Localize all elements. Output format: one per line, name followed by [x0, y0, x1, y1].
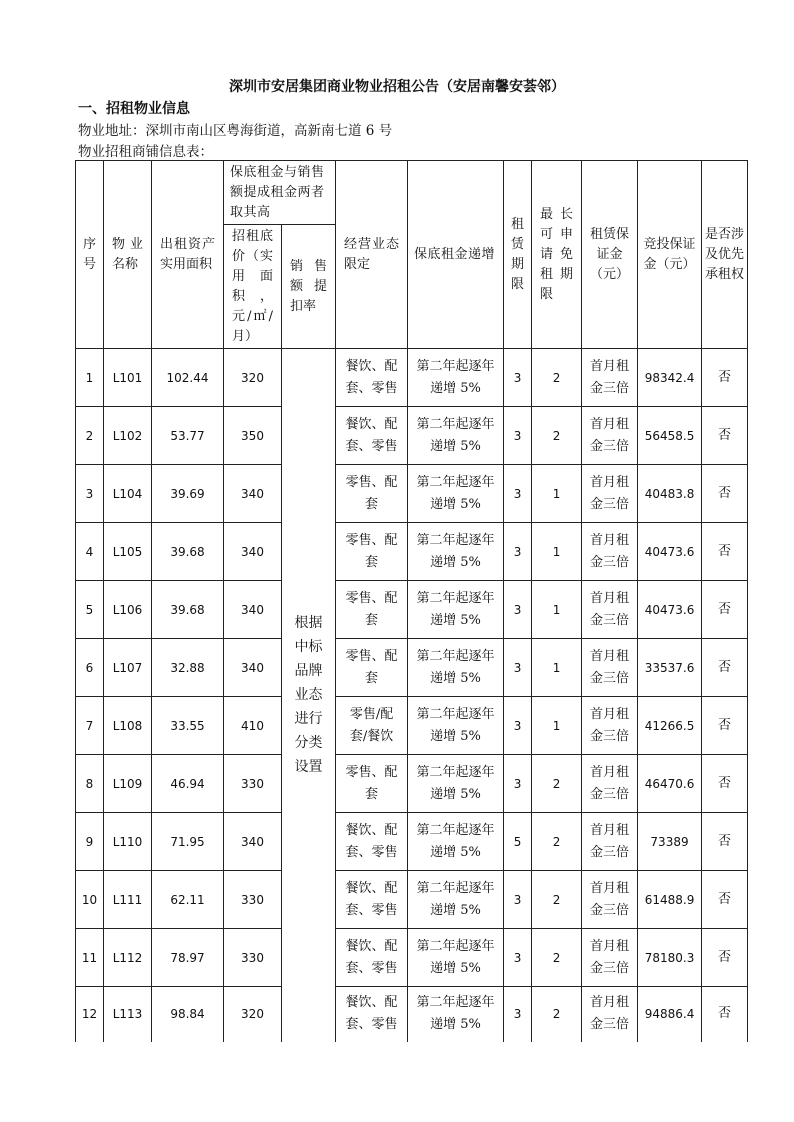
table-row: [76, 581, 748, 639]
cell-bid-deposit: 78180.3: [638, 929, 702, 987]
shop-rental-table: [75, 160, 748, 1042]
header-priority: 是否涉及优先承租权: [702, 161, 748, 349]
cell-deposit: 首月租金三倍: [582, 697, 638, 755]
cell-deposit: 首月租金三倍: [582, 407, 638, 465]
cell-deposit: 首月租金三倍: [582, 871, 638, 929]
cell-seq: 5: [76, 581, 104, 639]
cell-price: 340: [224, 813, 282, 871]
cell-price: 340: [224, 581, 282, 639]
cell-deposit: 首月租金三倍: [582, 349, 638, 407]
cell-bid-deposit: 40483.8: [638, 465, 702, 523]
cell-priority: 否: [702, 639, 748, 697]
cell-priority: 否: [702, 987, 748, 1042]
cell-priority: 否: [702, 813, 748, 871]
cell-bid-deposit: 40473.6: [638, 523, 702, 581]
cell-name: L109: [104, 755, 152, 813]
cell-area: 102.44: [152, 349, 224, 407]
cell-priority: 否: [702, 407, 748, 465]
table-row: [76, 697, 748, 755]
property-address: 物业地址：深圳市南山区粤海街道，高新南七道 6 号: [78, 123, 393, 139]
cell-increase: 第二年起逐年递增 5%: [408, 871, 504, 929]
cell-name: L112: [104, 929, 152, 987]
table-row: [76, 755, 748, 813]
cell-free-period: 2: [532, 871, 582, 929]
cell-term: 3: [504, 929, 532, 987]
table-row: [76, 349, 748, 407]
cell-business: 零售、配套: [336, 639, 408, 697]
cell-name: L105: [104, 523, 152, 581]
cell-term: 3: [504, 581, 532, 639]
cell-free-period: 1: [532, 639, 582, 697]
cell-area: 32.88: [152, 639, 224, 697]
cell-price: 410: [224, 697, 282, 755]
cell-name: L108: [104, 697, 152, 755]
cell-seq: 2: [76, 407, 104, 465]
cell-priority: 否: [702, 581, 748, 639]
cell-free-period: 2: [532, 813, 582, 871]
cell-name: L106: [104, 581, 152, 639]
cell-term: 3: [504, 871, 532, 929]
cell-priority: 否: [702, 755, 748, 813]
header-bid-deposit: 竞投保证金（元）: [638, 161, 702, 349]
header-area: 出租资产实用面积: [152, 161, 224, 349]
cell-bid-deposit: 73389: [638, 813, 702, 871]
cell-bid-deposit: 40473.6: [638, 581, 702, 639]
cell-increase: 第二年起逐年递增 5%: [408, 349, 504, 407]
cell-free-period: 2: [532, 929, 582, 987]
cell-increase: 第二年起逐年递增 5%: [408, 639, 504, 697]
table-row: [76, 987, 748, 1042]
cell-term: 3: [504, 639, 532, 697]
cell-price: 340: [224, 465, 282, 523]
cell-seq: 3: [76, 465, 104, 523]
cell-bid-deposit: 94886.4: [638, 987, 702, 1042]
cell-free-period: 1: [532, 581, 582, 639]
cell-term: 3: [504, 987, 532, 1042]
cell-price: 330: [224, 929, 282, 987]
cell-deposit: 首月租金三倍: [582, 523, 638, 581]
cell-free-period: 2: [532, 987, 582, 1042]
table-row: [76, 407, 748, 465]
cell-business: 餐饮、配套、零售: [336, 407, 408, 465]
cell-priority: 否: [702, 523, 748, 581]
cell-seq: 7: [76, 697, 104, 755]
cell-business: 零售、配套: [336, 581, 408, 639]
cell-free-period: 2: [532, 407, 582, 465]
cell-increase: 第二年起逐年递增 5%: [408, 755, 504, 813]
table-body: [76, 161, 748, 1042]
cell-increase: 第二年起逐年递增 5%: [408, 523, 504, 581]
cell-free-period: 1: [532, 523, 582, 581]
cell-price: 350: [224, 407, 282, 465]
cell-deposit: 首月租金三倍: [582, 581, 638, 639]
header-deposit: 租赁保证金（元）: [582, 161, 638, 349]
section-heading: 一、招租物业信息: [78, 101, 190, 117]
header-base-price: 招租底价（实用面积，元/㎡/月）: [224, 225, 282, 349]
cell-area: 53.77: [152, 407, 224, 465]
header-increase: 保底租金递增: [408, 161, 504, 349]
cell-term: 3: [504, 755, 532, 813]
cell-increase: 第二年起逐年递增 5%: [408, 697, 504, 755]
cell-business: 零售/配套/餐饮: [336, 697, 408, 755]
cell-free-period: 2: [532, 349, 582, 407]
cell-priority: 否: [702, 929, 748, 987]
cell-bid-deposit: 98342.4: [638, 349, 702, 407]
header-commission: 销售额提扣率: [282, 225, 336, 349]
cell-name: L104: [104, 465, 152, 523]
table-caption: 物业招租商铺信息表：: [78, 144, 213, 160]
document-title: 深圳市安居集团商业物业招租公告（安居南馨安荟邻）: [229, 79, 565, 95]
cell-deposit: 首月租金三倍: [582, 465, 638, 523]
cell-area: 39.69: [152, 465, 224, 523]
cell-area: 33.55: [152, 697, 224, 755]
cell-business: 零售、配套: [336, 755, 408, 813]
table-row: [76, 639, 748, 697]
cell-term: 3: [504, 407, 532, 465]
cell-area: 78.97: [152, 929, 224, 987]
cell-area: 98.84: [152, 987, 224, 1042]
cell-increase: 第二年起逐年递增 5%: [408, 407, 504, 465]
table-row: [76, 465, 748, 523]
cell-bid-deposit: 33537.6: [638, 639, 702, 697]
cell-deposit: 首月租金三倍: [582, 987, 638, 1042]
cell-bid-deposit: 61488.9: [638, 871, 702, 929]
table-header-row: [76, 161, 748, 225]
cell-name: L102: [104, 407, 152, 465]
cell-price: 340: [224, 523, 282, 581]
table-row: [76, 929, 748, 987]
cell-deposit: 首月租金三倍: [582, 813, 638, 871]
cell-priority: 否: [702, 697, 748, 755]
cell-free-period: 1: [532, 465, 582, 523]
header-name: 物业名称: [104, 161, 152, 349]
cell-increase: 第二年起逐年递增 5%: [408, 929, 504, 987]
cell-area: 62.11: [152, 871, 224, 929]
cell-priority: 否: [702, 465, 748, 523]
cell-increase: 第二年起逐年递增 5%: [408, 581, 504, 639]
cell-price: 340: [224, 639, 282, 697]
cell-business: 餐饮、配套、零售: [336, 813, 408, 871]
cell-price: 330: [224, 755, 282, 813]
cell-seq: 11: [76, 929, 104, 987]
cell-name: L113: [104, 987, 152, 1042]
header-seq: 序号: [76, 161, 104, 349]
cell-name: L110: [104, 813, 152, 871]
cell-business: 零售、配套: [336, 465, 408, 523]
cell-area: 39.68: [152, 523, 224, 581]
cell-increase: 第二年起逐年递增 5%: [408, 465, 504, 523]
cell-seq: 6: [76, 639, 104, 697]
cell-business: 餐饮、配套、零售: [336, 349, 408, 407]
header-business: 经营业态限定: [336, 161, 408, 349]
cell-seq: 9: [76, 813, 104, 871]
cell-free-period: 2: [532, 755, 582, 813]
cell-increase: 第二年起逐年递增 5%: [408, 813, 504, 871]
cell-business: 餐饮、配套、零售: [336, 871, 408, 929]
cell-seq: 8: [76, 755, 104, 813]
cell-term: 3: [504, 465, 532, 523]
table-row: [76, 813, 748, 871]
cell-seq: 10: [76, 871, 104, 929]
cell-business: 餐饮、配套、零售: [336, 987, 408, 1042]
cell-seq: 12: [76, 987, 104, 1042]
cell-seq: 1: [76, 349, 104, 407]
cell-business: 零售、配套: [336, 523, 408, 581]
cell-name: L107: [104, 639, 152, 697]
cell-term: 3: [504, 523, 532, 581]
cell-term: 3: [504, 697, 532, 755]
cell-area: 71.95: [152, 813, 224, 871]
header-rent-group: 保底租金与销售额提成租金两者取其高: [224, 161, 336, 225]
cell-commission-note: 根据中标品牌业态进行分类设置: [282, 349, 336, 1042]
cell-price: 330: [224, 871, 282, 929]
cell-increase: 第二年起逐年递增 5%: [408, 987, 504, 1042]
table-row: [76, 871, 748, 929]
cell-term: 3: [504, 349, 532, 407]
cell-term: 5: [504, 813, 532, 871]
cell-deposit: 首月租金三倍: [582, 929, 638, 987]
cell-seq: 4: [76, 523, 104, 581]
cell-bid-deposit: 41266.5: [638, 697, 702, 755]
cell-price: 320: [224, 349, 282, 407]
table-row: [76, 523, 748, 581]
cell-name: L101: [104, 349, 152, 407]
cell-area: 39.68: [152, 581, 224, 639]
header-free-period: 最长可申请免租期限: [532, 161, 582, 349]
cell-free-period: 1: [532, 697, 582, 755]
cell-deposit: 首月租金三倍: [582, 755, 638, 813]
cell-business: 餐饮、配套、零售: [336, 929, 408, 987]
cell-bid-deposit: 56458.5: [638, 407, 702, 465]
cell-price: 320: [224, 987, 282, 1042]
cell-bid-deposit: 46470.6: [638, 755, 702, 813]
cell-deposit: 首月租金三倍: [582, 639, 638, 697]
header-term: 租赁期限: [504, 161, 532, 349]
cell-name: L111: [104, 871, 152, 929]
cell-priority: 否: [702, 349, 748, 407]
cell-area: 46.94: [152, 755, 224, 813]
cell-priority: 否: [702, 871, 748, 929]
